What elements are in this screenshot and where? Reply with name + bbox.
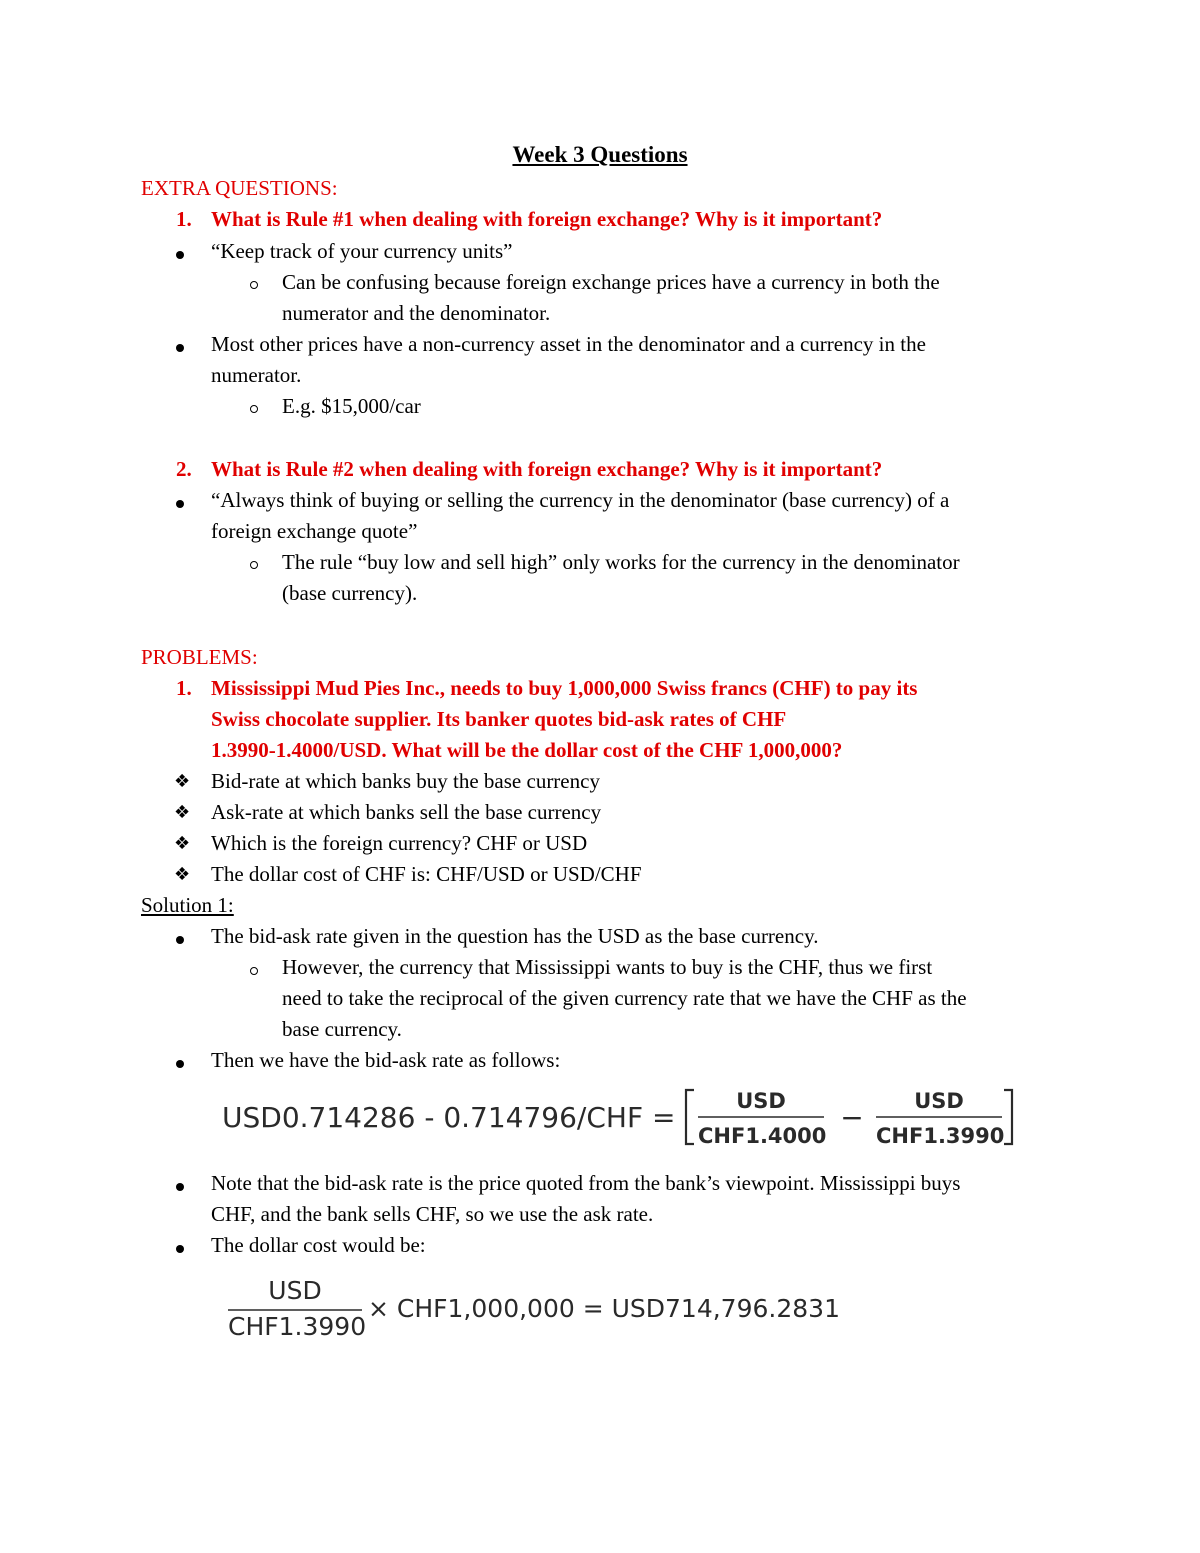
bullet-icon (176, 344, 184, 352)
question-text: What is Rule #2 when dealing with foreign exchange? Why is it important? (211, 457, 883, 481)
answer-text: Can be confusing because foreign exchange prices have a currency in both the (282, 270, 940, 294)
question-text: What is Rule #1 when dealing with foreign exchange? Why is it important? (211, 207, 883, 231)
fraction-denominator: CHF1.4000 (698, 1124, 827, 1148)
bullet-icon (176, 1245, 184, 1253)
hint-text: Which is the foreign currency? CHF or USD (211, 831, 588, 855)
bullet-icon (176, 1060, 184, 1068)
diamond-bullet-icon: ❖ (174, 771, 191, 792)
solution-text: However, the currency that Mississippi wants to buy is the CHF, thus we first (282, 955, 933, 979)
page-title: Week 3 Questions (512, 142, 688, 167)
equation-lhs: USD0.714286 - 0.714796/CHF = (222, 1101, 676, 1134)
answer-text: numerator. (211, 363, 302, 387)
extra-questions-heading: EXTRA QUESTIONS: (141, 176, 338, 200)
answer-text: “Always think of buying or selling the currency in the denominator (base currency) of a (211, 488, 950, 512)
problem-text: Mississippi Mud Pies Inc., needs to buy 1,000,000 Swiss francs (CHF) to pay its (211, 676, 918, 700)
solution-text: Then we have the bid-ask rate as follows: (211, 1048, 561, 1072)
fraction-denominator: CHF1.3990 (876, 1124, 1005, 1148)
problem-text: Swiss chocolate supplier. Its banker quotes bid-ask rates of CHF (211, 707, 787, 731)
solution-text: CHF, and the bank sells CHF, so we use the ask rate. (211, 1202, 654, 1226)
diamond-bullet-icon: ❖ (174, 833, 191, 854)
answer-text: E.g. $15,000/car (282, 394, 421, 418)
hint-text: Bid-rate at which banks buy the base currency (211, 769, 600, 793)
answer-text: Most other prices have a non-currency asset in the denominator and a currency in the (211, 332, 926, 356)
bullet-icon (176, 1183, 184, 1191)
solution-text: The dollar cost would be: (211, 1233, 426, 1257)
bullet-icon (176, 251, 184, 259)
problems-heading: PROBLEMS: (141, 645, 258, 669)
bullet-icon (176, 936, 184, 944)
answer-text: “Keep track of your currency units” (211, 239, 513, 263)
sub-bullet-icon (250, 281, 258, 289)
answer-text: The rule “buy low and sell high” only works for the currency in the denominator (282, 550, 960, 574)
question-number: 1. (176, 207, 192, 231)
diamond-bullet-icon: ❖ (174, 864, 191, 885)
hint-text: The dollar cost of CHF is: CHF/USD or USD/CHF (211, 862, 642, 886)
problem-text: 1.3990-1.4000/USD. What will be the dollar cost of the CHF 1,000,000? (211, 738, 843, 762)
solution-text: The bid-ask rate given in the question has the USD as the base currency. (211, 924, 819, 948)
answer-text: numerator and the denominator. (282, 301, 551, 325)
answer-text: (base currency). (282, 581, 418, 605)
sub-bullet-icon (250, 967, 258, 975)
solution-text: base currency. (282, 1017, 402, 1041)
minus-sign: − (840, 1101, 864, 1134)
hint-text: Ask-rate at which banks sell the base currency (211, 800, 602, 824)
fraction-numerator: USD (268, 1276, 322, 1305)
solution-text: Note that the bid-ask rate is the price quoted from the bank’s viewpoint. Mississippi buys (211, 1171, 961, 1195)
fraction-numerator: USD (914, 1089, 964, 1113)
sub-bullet-icon (250, 561, 258, 569)
fraction-numerator: USD (736, 1089, 786, 1113)
sub-bullet-icon (250, 405, 258, 413)
solution-text: need to take the reciprocal of the given currency rate that we have the CHF as the (282, 986, 967, 1010)
answer-text: foreign exchange quote” (211, 519, 418, 543)
equation-rhs: × CHF1,000,000 = USD714,796.2831 (368, 1294, 840, 1323)
solution-heading: Solution 1: (141, 893, 234, 917)
bullet-icon (176, 500, 184, 508)
diamond-bullet-icon: ❖ (174, 802, 191, 823)
problem-number: 1. (176, 676, 192, 700)
fraction-denominator: CHF1.3990 (228, 1312, 367, 1341)
question-number: 2. (176, 457, 192, 481)
